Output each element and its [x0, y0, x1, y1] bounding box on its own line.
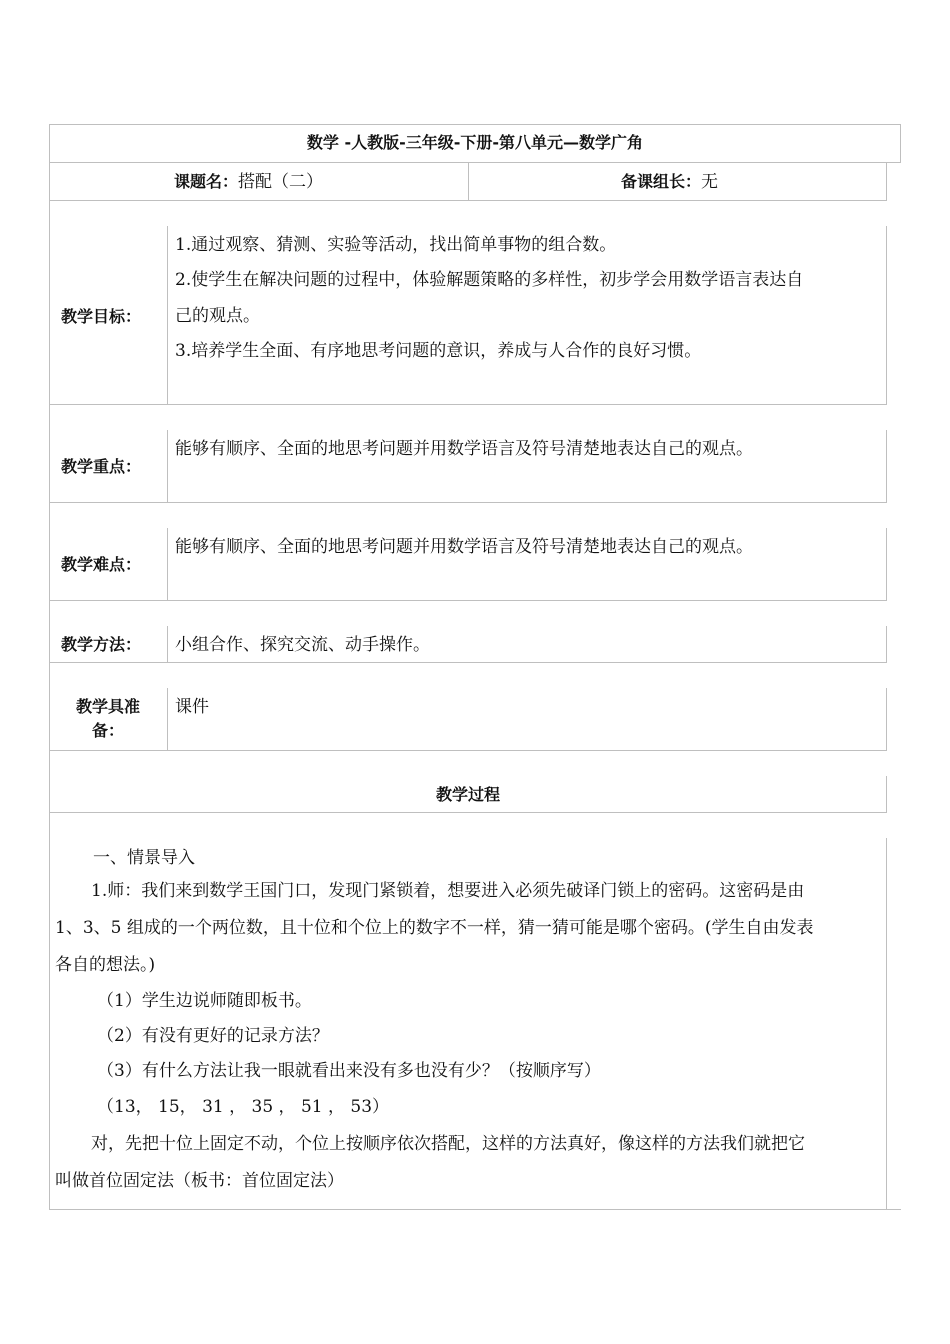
- border-diff-bottom: [49, 600, 887, 601]
- border-right-goals: [886, 226, 887, 404]
- topic-label: 课题名：: [174, 172, 239, 191]
- border-goals-bottom: [49, 404, 887, 405]
- border-method-bottom: [49, 662, 887, 663]
- key-points-text: 能够有顺序、全面的地思考问题并用数学语言及符号清楚地表达自己的观点。: [175, 439, 753, 459]
- border-right-key: [886, 430, 887, 502]
- border-header-bottom: [49, 162, 901, 163]
- prep-label-line2: 备：: [91, 721, 124, 740]
- border-label-col: [167, 430, 168, 502]
- border-label-col: [167, 688, 168, 750]
- border-prep-bottom: [49, 750, 887, 751]
- border-right-diff: [886, 528, 887, 600]
- border-right-info: [886, 162, 887, 200]
- border-process-title-bottom: [49, 812, 887, 813]
- section-heading: 一、情景导入: [93, 848, 195, 868]
- leader-value: 无: [701, 172, 719, 192]
- border-right-process: [886, 838, 887, 1210]
- border-label-col: [167, 226, 168, 404]
- list-item-3: （3）有什么方法让我一眼就看出来没有多也没有少？（按顺序写）: [97, 1061, 601, 1081]
- paragraph-1-line-1: 1.师：我们来到数学王国门口，发现门紧锁着，想要进入必须先破译门锁上的密码。这密码是由: [91, 881, 805, 901]
- leader-cell: [621, 171, 718, 193]
- prep-label-line1: 教学具准: [75, 697, 140, 716]
- border-bottom: [49, 1209, 901, 1210]
- topic-cell: [174, 171, 323, 193]
- border-left: [49, 124, 50, 1210]
- goals-label: 教学目标：: [61, 307, 142, 326]
- method-text: 小组合作、探究交流、动手操作。: [175, 635, 430, 655]
- list-item-1: （1）学生边说师随即板书。: [97, 991, 312, 1011]
- border-label-col: [167, 528, 168, 600]
- goal-item-2-cont: 己的观点。: [175, 306, 260, 326]
- goal-item-1: 1.通过观察、猜测、实验等活动，找出简单事物的组合数。: [175, 235, 617, 255]
- difficulties-label: 教学难点：: [61, 555, 142, 574]
- topic-value: 搭配（二）: [238, 172, 324, 192]
- key-points-label: 教学重点：: [61, 457, 142, 476]
- border-top: [49, 124, 901, 125]
- difficulties-text: 能够有顺序、全面的地思考问题并用数学语言及符号清楚地表达自己的观点。: [175, 537, 753, 557]
- document-title: 数学 -人教版-三年级-下册-第八单元—数学广角: [306, 133, 644, 152]
- leader-label: 备课组长：: [621, 172, 702, 191]
- list-item-2: （2）有没有更好的记录方法？: [97, 1026, 329, 1046]
- border-info-divider: [468, 162, 469, 200]
- border-info-bottom: [49, 200, 887, 201]
- paragraph-2-line-2: 叫做首位固定法（板书：首位固定法）: [55, 1171, 344, 1191]
- method-label: 教学方法：: [61, 635, 142, 654]
- paragraph-2-line-1: 对，先把十位上固定不动，个位上按顺序依次搭配，这样的方法真好，像这样的方法我们就把它: [91, 1134, 805, 1154]
- goal-item-3: 3.培养学生全面、有序地思考问题的意识，养成与人合作的良好习惯。: [175, 341, 702, 361]
- answer-list: （13， 15， 31 ， 35 ， 51 ， 53）: [97, 1097, 390, 1117]
- process-title: 教学过程: [435, 785, 500, 804]
- border-right-method: [886, 626, 887, 662]
- prep-text: 课件: [175, 697, 209, 717]
- border-key-bottom: [49, 502, 887, 503]
- goal-item-2: 2.使学生在解决问题的过程中，体验解题策略的多样性，初步学会用数学语言表达自: [175, 270, 804, 290]
- border-label-col: [167, 626, 168, 662]
- paragraph-1-line-3: 各自的想法。): [55, 955, 156, 975]
- border-right-prep: [886, 688, 887, 750]
- paragraph-1-line-2: 1、3、5 组成的一个两位数，且十位和个位上的数字不一样，猜一猜可能是哪个密码。(学生自由发表: [55, 918, 814, 938]
